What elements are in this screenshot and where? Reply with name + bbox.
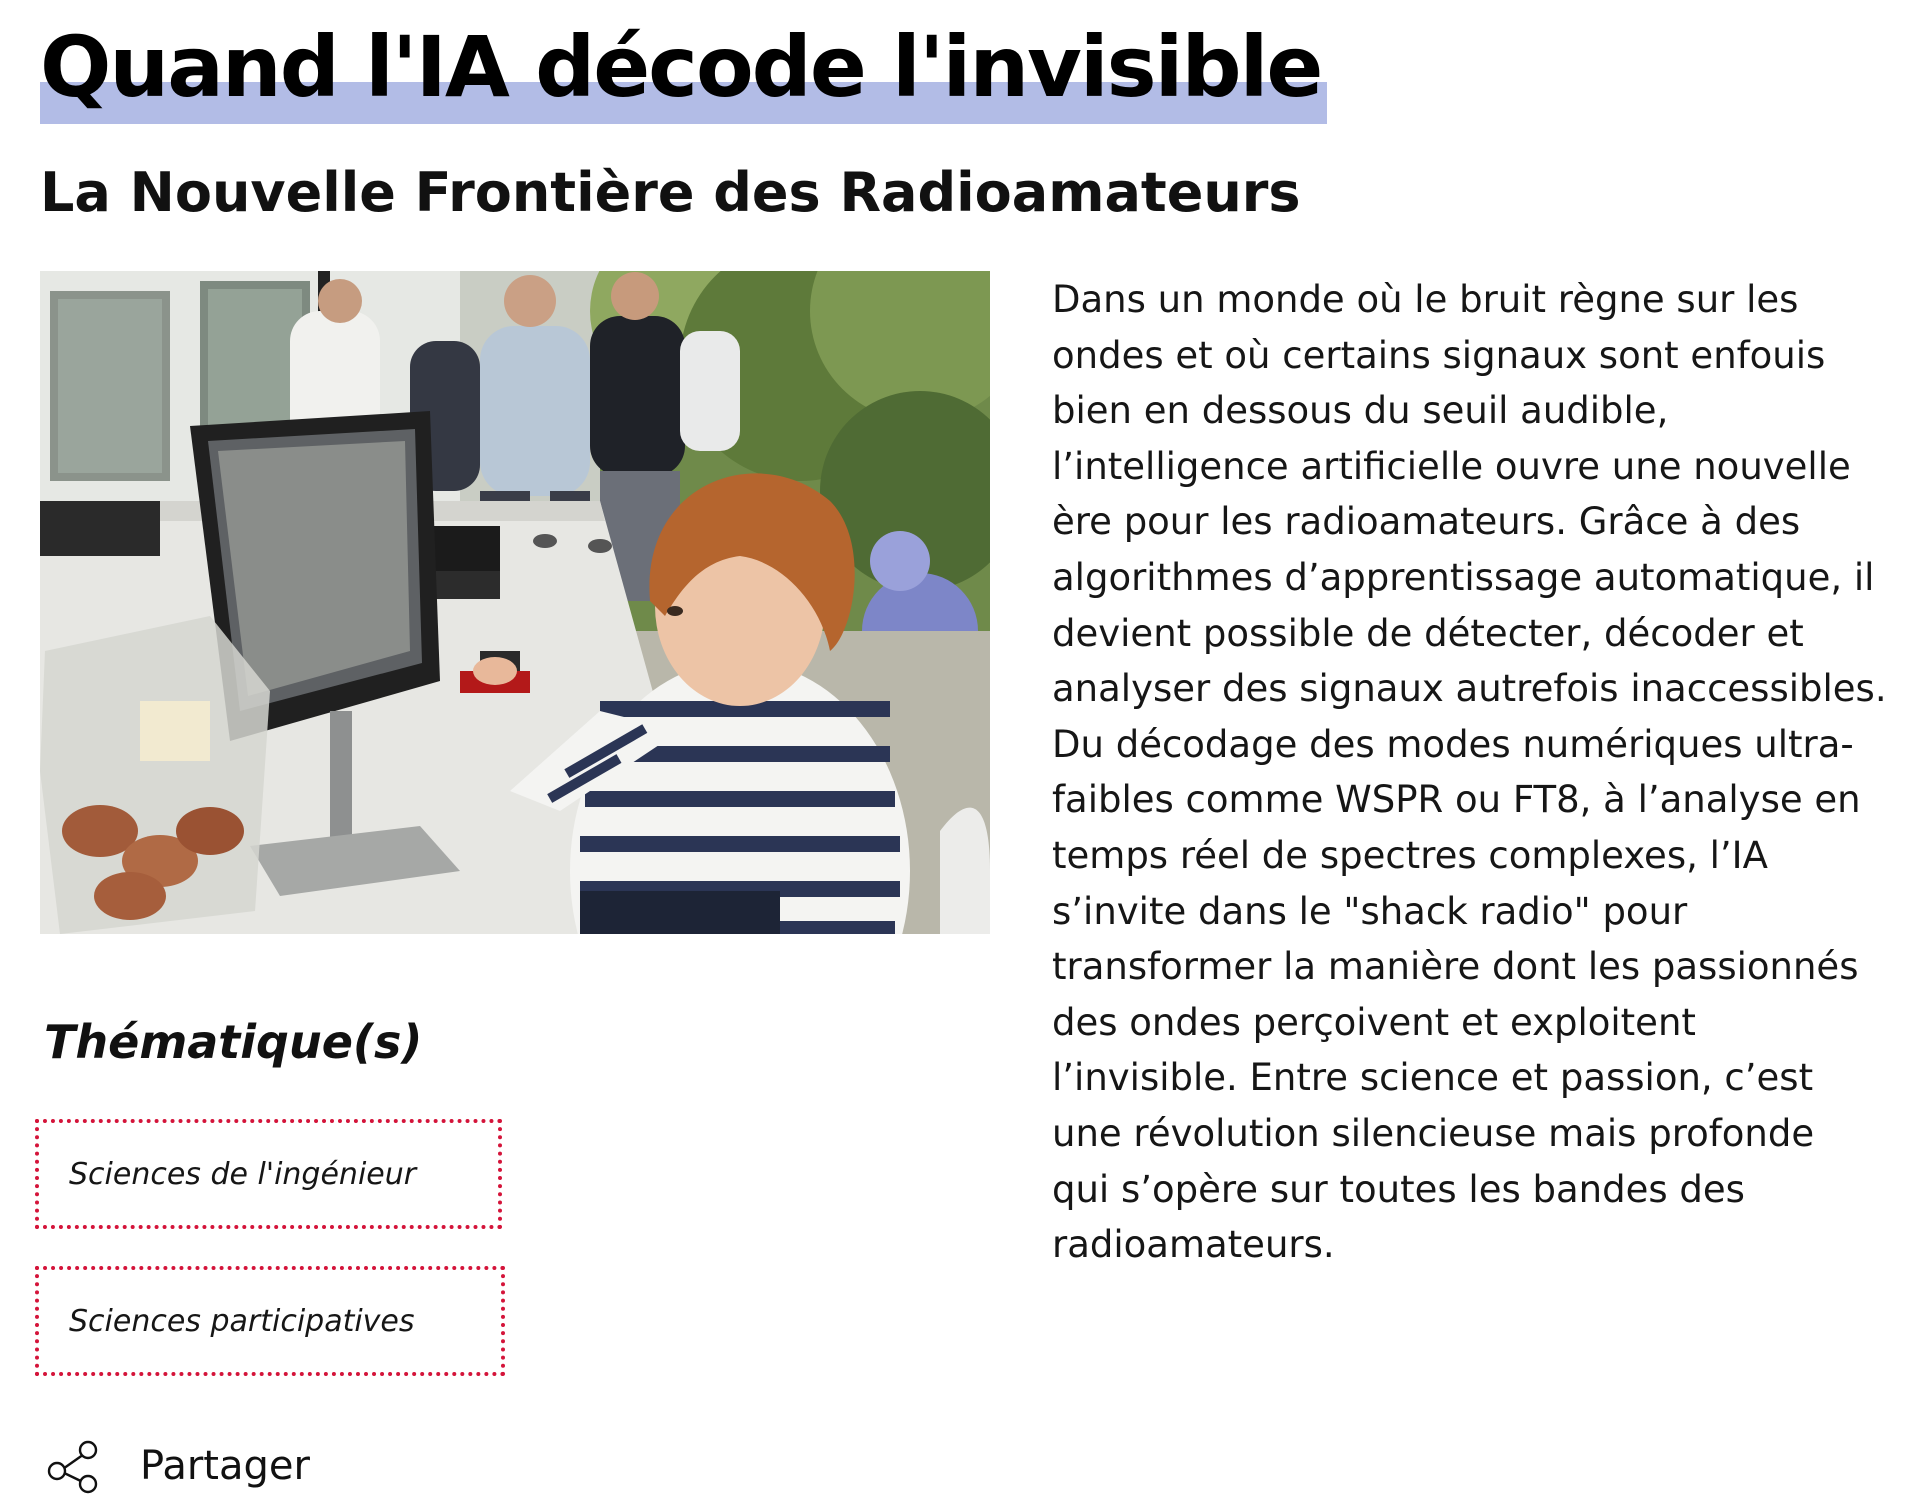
photo-illustration [40, 271, 990, 934]
body-line: algorithmes d’apprentissage automatique, il [1052, 555, 1875, 599]
title-block [40, 8, 1327, 126]
body-line: qui s’opère sur toutes les bandes des [1052, 1167, 1745, 1211]
body-line: bien en dessous du seuil audible, [1052, 389, 1669, 433]
page-title: Quand l'IA décode l'invisible [40, 18, 1322, 116]
body-line: l’intelligence artificielle ouvre une nouvelle [1052, 444, 1851, 488]
theme-tag-sciences-ingenieur[interactable]: Sciences de l'ingénieur [35, 1119, 502, 1229]
body-line: Dans un monde où le bruit règne sur les [1052, 278, 1799, 321]
body-line: des ondes perçoivent et exploitent [1052, 1000, 1696, 1044]
article-photo [40, 271, 990, 934]
themes-heading: Thématique(s) [44, 1015, 423, 1069]
body-line: s’invite dans le "shack radio" pour [1052, 889, 1688, 933]
share-icon [46, 1438, 102, 1494]
body-line: devient possible de détecter, décoder et [1052, 611, 1804, 655]
body-line: l’invisible. Entre science et passion, c’est [1052, 1056, 1814, 1100]
page-subtitle: La Nouvelle Frontière des Radioamateurs [40, 161, 1301, 224]
share-label: Partager [140, 1443, 310, 1489]
body-line: ère pour les radioamateurs. Grâce à des [1052, 500, 1801, 544]
body-line: ondes et où certains signaux sont enfouis [1052, 333, 1826, 377]
body-line: temps réel de spectres complexes, l’IA [1052, 833, 1768, 877]
body-line: radioamateurs. [1052, 1223, 1335, 1267]
body-line: faibles comme WSPR ou FT8, à l’analyse en [1052, 778, 1861, 822]
body-line: une révolution silencieuse mais profonde [1052, 1111, 1815, 1155]
body-line: transformer la manière dont les passionnés [1052, 945, 1859, 989]
share-button[interactable] [46, 1436, 310, 1496]
theme-tag-sciences-participatives[interactable]: Sciences participatives [35, 1266, 505, 1376]
body-line: Du décodage des modes numériques ultra- [1052, 722, 1854, 766]
body-line: analyser des signaux autrefois inaccessibles. [1052, 667, 1887, 711]
article-body [1052, 272, 1912, 1273]
